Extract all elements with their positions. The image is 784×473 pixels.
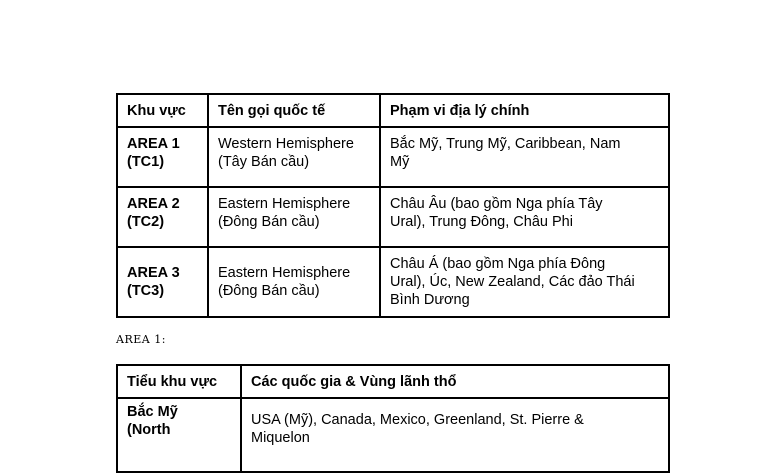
- cell-subregion: Bắc Mỹ (North: [117, 398, 241, 472]
- table-header-row: [117, 365, 669, 398]
- section-label: AREA 1:: [116, 333, 166, 346]
- cell-geographic-scope: Châu Á (bao gồm Nga phía Đông Ural), Úc, New Zealand, Các đảo Thái Bình Dương: [380, 247, 669, 317]
- area1-subregion-table: [116, 364, 670, 473]
- header-region: Khu vực: [117, 94, 208, 127]
- cell-geographic-scope: Châu Âu (bao gồm Nga phía Tây Ural), Trung Đông, Châu Phi: [380, 187, 669, 247]
- cell-region: AREA 1 (TC1): [117, 127, 208, 187]
- header-subregion: Tiểu khu vực: [117, 365, 241, 398]
- table-header-row: [117, 94, 669, 127]
- header-geographic-scope: Phạm vi địa lý chính: [380, 94, 669, 127]
- cell-region: AREA 3 (TC3): [117, 247, 208, 317]
- cell-international-name: Eastern Hemisphere (Đông Bán cầu): [208, 187, 380, 247]
- table-row: [117, 127, 669, 187]
- cell-countries: USA (Mỹ), Canada, Mexico, Greenland, St. Pierre & Miquelon: [241, 398, 669, 472]
- table-row: [117, 398, 669, 472]
- header-countries: Các quốc gia & Vùng lãnh thổ: [241, 365, 669, 398]
- table-row: [117, 247, 669, 317]
- table-row: [117, 187, 669, 247]
- cell-international-name: Eastern Hemisphere (Đông Bán cầu): [208, 247, 380, 317]
- header-international-name: Tên gọi quốc tế: [208, 94, 380, 127]
- cell-geographic-scope: Bắc Mỹ, Trung Mỹ, Caribbean, Nam Mỹ: [380, 127, 669, 187]
- cell-international-name: Western Hemisphere (Tây Bán cầu): [208, 127, 380, 187]
- area-summary-table: [116, 93, 670, 318]
- cell-region: AREA 2 (TC2): [117, 187, 208, 247]
